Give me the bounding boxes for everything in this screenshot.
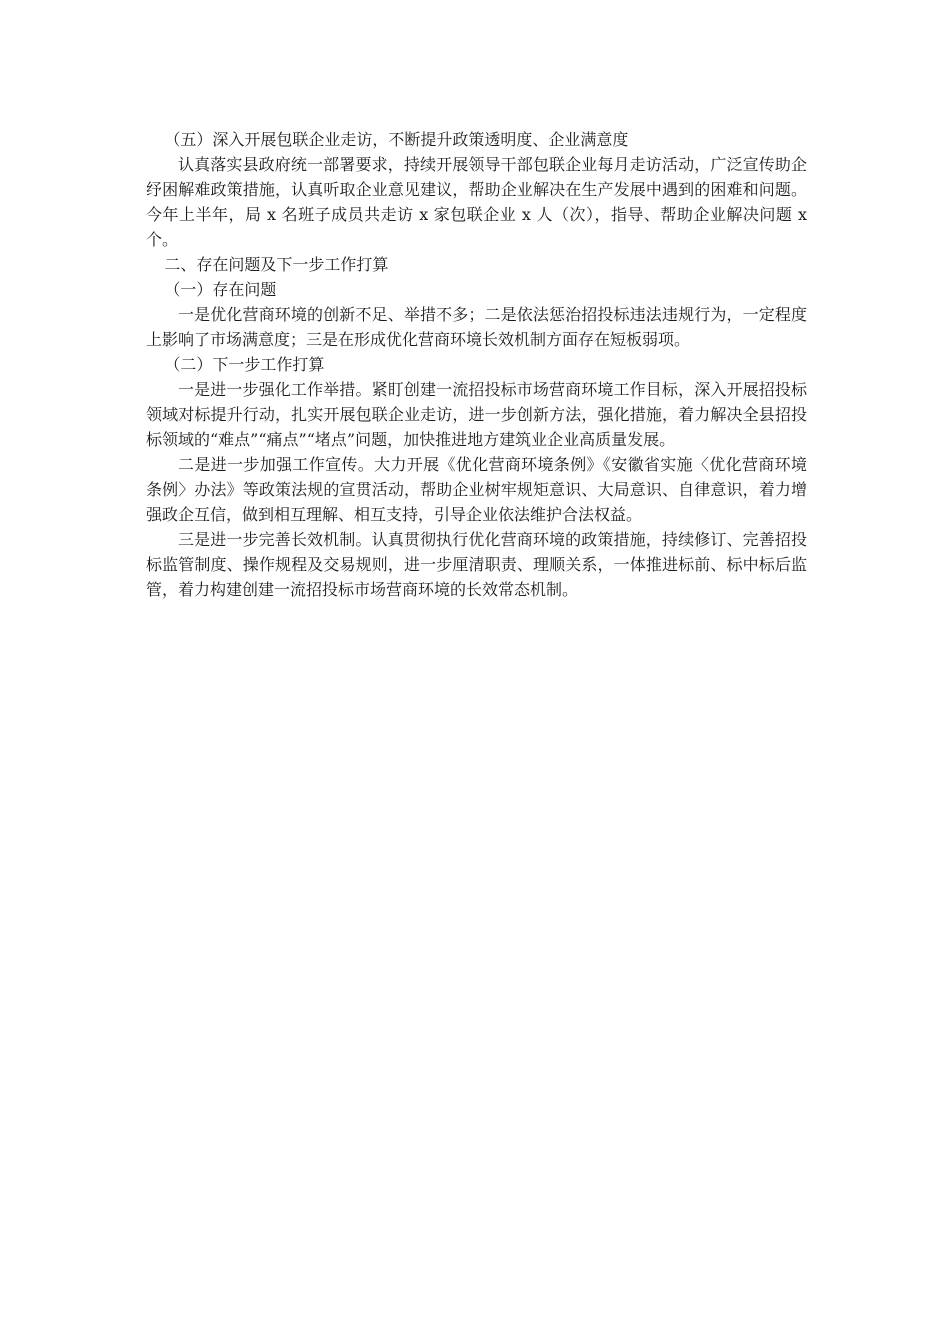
paragraph-next-step-3: 三是进一步完善长效机制。认真贯彻执行优化营商环境的政策措施，持续修订、完善招投标监管制度、操作规程及交易规则，进一步厘清职责、理顺关系，一体推进标前、标中标后监管，着力构建创建一流招投标市场营商环境的长效常态机制。 <box>146 530 807 599</box>
subsection-heading-problems: （一）存在问题 <box>164 280 277 299</box>
paragraph-enterprise-visits: 认真落实县政府统一部署要求，持续开展领导干部包联企业每月走访活动，广泛宣传助企纾困解难政策措施，认真听取企业意见建议，帮助企业解决在生产发展中遇到的困难和问题。今年上半年，局 x 名班子成员共走访 x 家包联企业 x 人（次），指导、帮助企业解决问题 x 个。 <box>146 155 807 249</box>
section-heading-5: （五）深入开展包联企业走访，不断提升政策透明度、企业满意度 <box>164 130 629 149</box>
document-body <box>146 127 807 602</box>
paragraph-next-step-1: 一是进一步强化工作举措。紧盯创建一流招投标市场营商环境工作目标，深入开展招投标领域对标提升行动，扎实开展包联企业走访，进一步创新方法，强化措施，着力解决全县招投标领域的“难点”“痛点”“堵点”问题，加快推进地方建筑业企业高质量发展。 <box>146 380 807 449</box>
paragraph-problems: 一是优化营商环境的创新不足、举措不多；二是依法惩治招投标违法违规行为，一定程度上影响了市场满意度；三是在形成优化营商环境长效机制方面存在短板弱项。 <box>146 305 807 349</box>
paragraph-next-step-2: 二是进一步加强工作宣传。大力开展《优化营商环境条例》《安徽省实施〈优化营商环境条例〉办法》等政策法规的宣贯活动，帮助企业树牢规矩意识、大局意识、自律意识，着力增强政企互信，做到相互理解、相互支持，引导企业依法维护合法权益。 <box>146 455 807 524</box>
section-heading-problems-plans: 二、存在问题及下一步工作打算 <box>164 255 389 274</box>
subsection-heading-next-steps: （二）下一步工作打算 <box>164 355 325 374</box>
